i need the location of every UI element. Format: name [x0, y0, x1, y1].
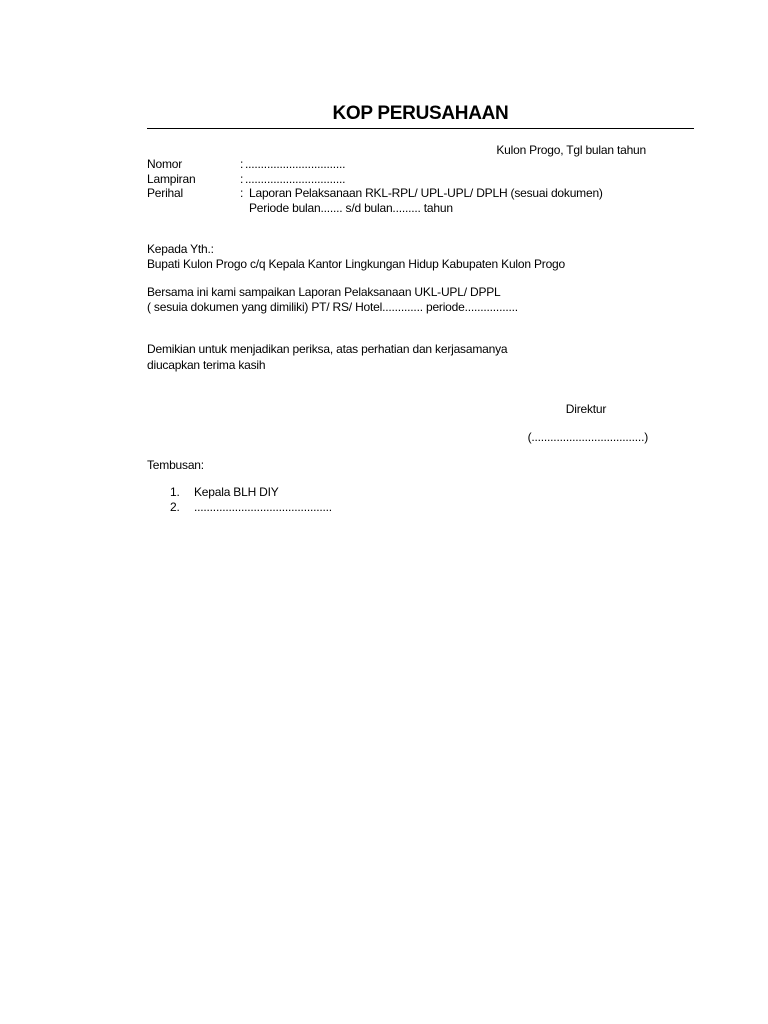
field-value-lampiran: ................................ [245, 172, 346, 186]
cc-label: Tembusan: [147, 458, 204, 472]
place-date: Kulon Progo, Tgl bulan tahun [496, 143, 646, 157]
cc-item-text: ............................................ [194, 500, 332, 514]
field-label-nomor: Nomor [147, 157, 183, 171]
addressee-intro: Kepada Yth.: [147, 242, 214, 256]
body-line-2: ( sesuia dokumen yang dimiliki) PT/ RS/ Hotel............. periode................. [147, 300, 518, 314]
field-colon-perihal: : [240, 186, 244, 200]
letterhead-title: KOP PERUSAHAAN [332, 103, 509, 124]
field-label-perihal: Perihal [147, 186, 183, 200]
cc-item-text: Kepala BLH DIY [194, 485, 279, 499]
field-value-nomor: ................................ [245, 157, 346, 171]
cc-item-number: 1. [170, 485, 180, 499]
addressee-name: Bupati Kulon Progo c/q Kepala Kantor Lingkungan Hidup Kabupaten Kulon Progo [147, 257, 565, 271]
closing-line-2: diucapkan terima kasih [147, 358, 266, 372]
field-colon-lampiran: : [240, 172, 244, 186]
closing-line-1: Demikian untuk menjadikan periksa, atas perhatian dan kerjasamanya [147, 342, 508, 356]
letterhead-rule [147, 128, 694, 129]
signature-blank: (....................................) [527, 430, 648, 444]
body-line-1: Bersama ini kami sampaikan Laporan Pelaksanaan UKL-UPL/ DPPL [147, 285, 501, 299]
signer-title: Direktur [565, 402, 607, 416]
field-label-lampiran: Lampiran [147, 172, 196, 186]
perihal-period-line: Periode bulan....... s/d bulan......... tahun [249, 201, 453, 215]
field-colon-nomor: : [240, 157, 244, 171]
cc-item-number: 2. [170, 500, 180, 514]
field-value-perihal: Laporan Pelaksanaan RKL-RPL/ UPL-UPL/ DPLH (sesuai dokumen) [249, 186, 603, 200]
